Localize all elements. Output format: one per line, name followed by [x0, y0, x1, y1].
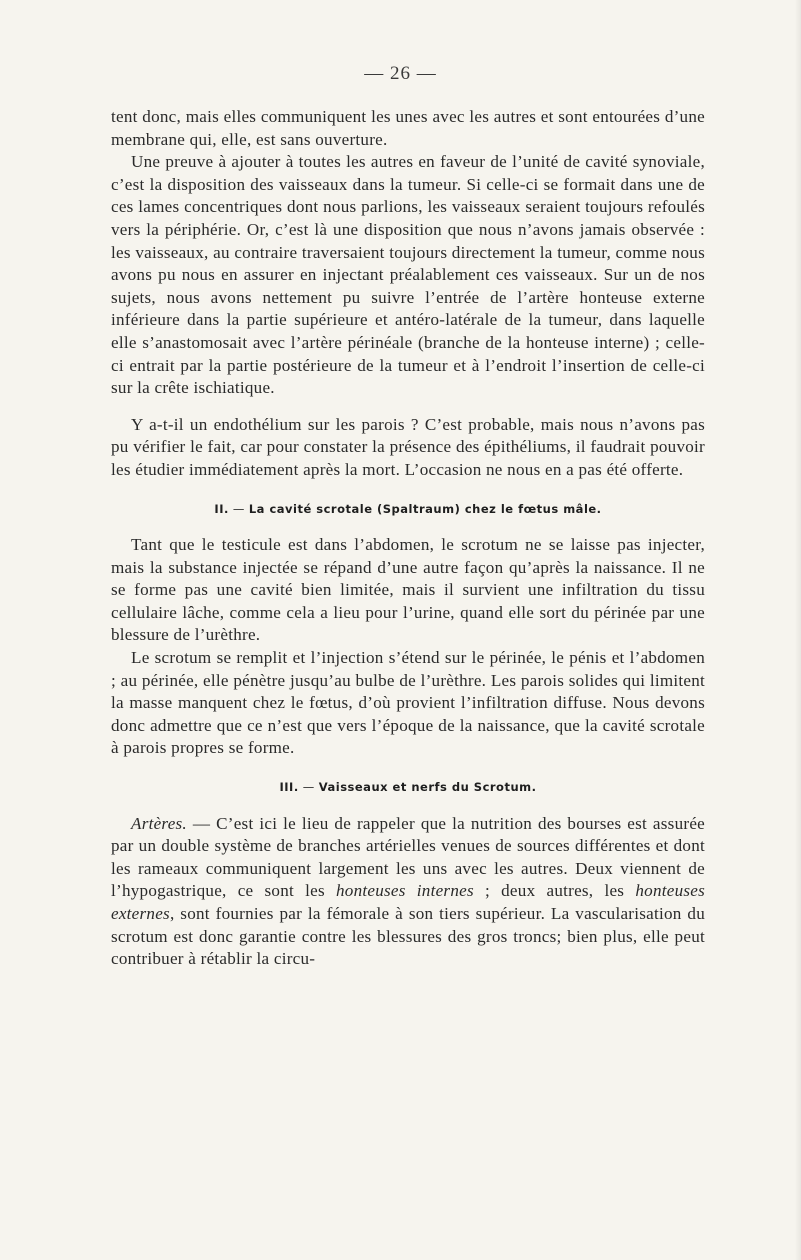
- section-number: II.: [214, 501, 229, 516]
- section-heading-ii: [111, 498, 705, 521]
- paragraph-label: Artères.: [131, 813, 187, 833]
- text-run: , sont fournies par la fémorale à son tiers supérieur. La vascularisation du scrotum est donc garantie contre les blessures des gros troncs; bien plus, elle peut contribuer à rétablir la circu-: [111, 904, 705, 969]
- term-honteuses-externes: honteuses externes: [111, 881, 706, 923]
- section-title: Vaisseaux et nerfs du Scrotum.: [318, 780, 537, 795]
- section-dash: —: [232, 501, 245, 516]
- paragraph-vessels: Une preuve à ajouter à toutes les autres en faveur de l’unité de cavité synoviale, c’est la disposition des vaisseaux dans la tumeur. Si celle-ci se formait dans une de ces lames concentriques dont nous parlions, les vaisseaux seraient toujours refoulés vers la périphérie. Or, c’est là une disposition que nous n’avons jamais observée : les vaisseaux, au contraire traversaient toujours directement la tumeur, comme nous avons pu nous en assurer en injectant préalablement ces vaisseaux. Sur un de nos sujets, nous avons nettement pu suivre l’entrée de l’artère honteuse externe inférieure dans la partie supérieure et antéro-latérale de la tumeur, dans laquelle elle s’anastomosait avec l’artère périnéale (branche de la honteuse interne) ; celle-ci entrait par la partie postérieure de la tumeur et à l’endroit l’insertion de celle-ci sur la crête ischiatique.: [111, 152, 705, 398]
- text-run: — C’est ici le lieu de rappeler que la nutrition des bourses est assurée par un double système de branches artérielles venues de sources différentes et dont les rameaux communiquent largement les uns avec les autres. Deux viennent de l’hypogastrique, ce sont les: [111, 813, 705, 901]
- page-number: — 26 —: [364, 63, 437, 84]
- paragraph-endothelium: Y a-t-il un endothélium sur les parois ? C’est probable, mais nous n’avons pas pu vérifier le fait, car pour constater la présence des épithéliums, il faudrait pouvoir les étudier immédiatement après la mort. L’occasion ne nous en a pas été offerte.: [111, 414, 705, 479]
- paragraph-testicle: Tant que le testicule est dans l’abdomen, le scrotum ne se laisse pas injecter, mais la substance injectée se répand d’une autre façon qu’après la naissance. Il ne se forme pas une cavité bien limitée, mais il survient une infiltration du tissu cellulaire lâche, comme cela a lieu pour l’urine, quand elle sort du périnée par une blessure de l’urèthre.: [111, 535, 705, 645]
- section-heading-iii: [111, 776, 705, 799]
- section-title: La cavité scrotale (Spaltraum) chez le fœtus mâle.: [248, 501, 602, 516]
- term-honteuses-internes: honteuses internes: [336, 881, 474, 901]
- section-number: III.: [279, 780, 299, 795]
- body-text: [111, 106, 705, 971]
- paragraph-arteries: [111, 813, 705, 971]
- section-dash: —: [302, 780, 315, 795]
- paragraph-continuation: tent donc, mais elles communiquent les unes avec les autres et sont entourées d’une membrane qui, elle, est sans ouverture.: [111, 107, 705, 149]
- page-edge-shadow: [795, 0, 801, 1260]
- text-run: ; deux autres, les: [473, 881, 636, 901]
- paragraph-scrotum-injection: Le scrotum se remplit et l’injection s’étend sur le périnée, le pénis et l’abdomen ; au périnée, elle pénètre jusqu’au bulbe de l’urèthre. Les parois solides qui limitent la masse manquent chez le fœtus, d’où provient l’infiltration diffuse. Nous devons donc admettre que ce n’est que vers l’époque de la naissance, que la cavité scrotale à parois propres se forme.: [111, 648, 705, 758]
